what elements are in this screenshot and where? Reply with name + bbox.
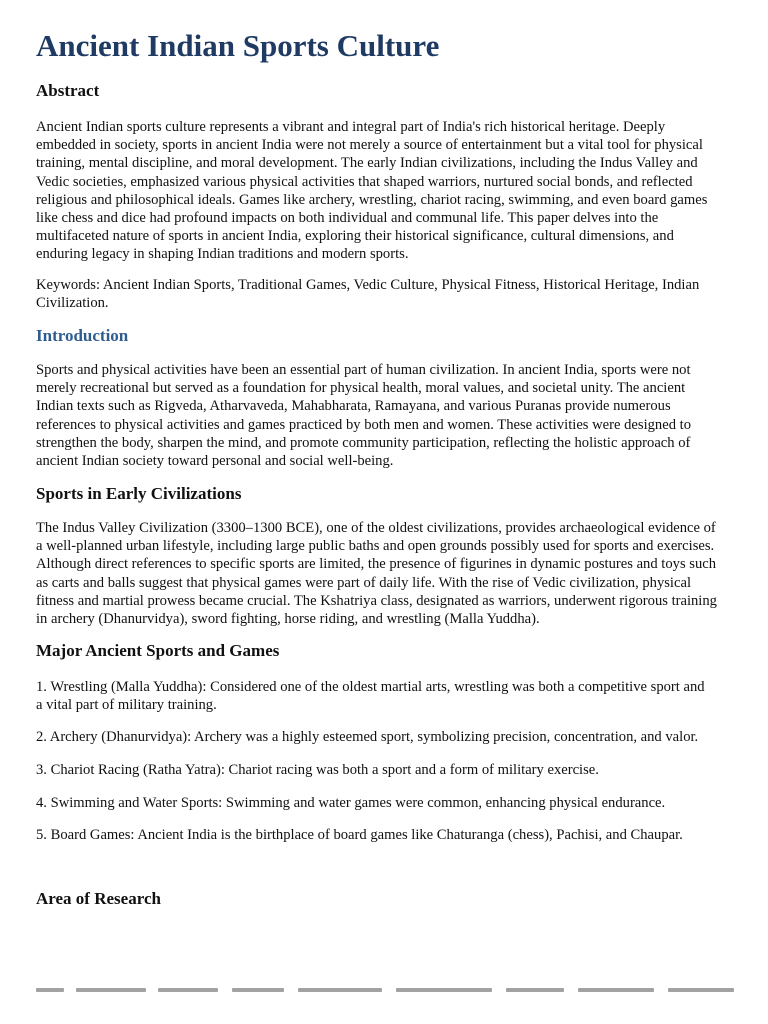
cropped-text-fragment	[668, 988, 734, 992]
cropped-text-fragment	[578, 988, 654, 992]
early-civilizations-line: a well-planned urban lifestyle, including large public baths and open grounds possibly used for sports and exercises.	[36, 538, 715, 555]
introduction-line: Sports and physical activities have been an essential part of human civilization. In ancient India, sports were not	[36, 362, 691, 378]
list-item-wrestling	[36, 678, 734, 714]
early-civilizations-line: The Indus Valley Civilization (3300–1300 BCE), one of the oldest civilizations, provides archaeological evidence of	[36, 520, 716, 536]
list-item-line: 4. Swimming and Water Sports: Swimming and water games were common, enhancing physical endurance.	[36, 795, 666, 811]
abstract-line: religious and philosophical ideals. Games like archery, wrestling, chariot racing, swimming, and even board games	[36, 191, 708, 208]
page-title: Ancient Indian Sports Culture	[36, 28, 440, 63]
cropped-text-fragment	[396, 988, 492, 992]
list-item-board-games	[36, 826, 734, 844]
list-item-swimming	[36, 794, 734, 812]
abstract-heading: Abstract	[36, 81, 100, 100]
cropped-text-fragment	[232, 988, 284, 992]
early-civilizations-line: fitness and martial prowess became crucial. The Kshatriya class, designated as warriors, underwent rigorous training	[36, 592, 717, 609]
abstract-line: Vedic societies, emphasized various physical activities that shaped warriors, nurtured social bonds, and reflected	[36, 173, 693, 190]
abstract-line: like chess and dice had profound impacts on both individual and communal life. This paper delves into the	[36, 210, 659, 227]
introduction-paragraph	[36, 361, 734, 470]
cropped-text-fragment	[36, 988, 64, 992]
abstract-paragraph	[36, 118, 734, 264]
cropped-text-fragment	[76, 988, 146, 992]
introduction-line: merely recreational but served as a foundation for physical health, moral values, and societal unity. The ancient	[36, 380, 686, 397]
cropped-text-fragment	[158, 988, 218, 992]
early-civilizations-heading: Sports in Early Civilizations	[36, 484, 242, 503]
major-sports-heading: Major Ancient Sports and Games	[36, 641, 280, 660]
cropped-text-fragment	[506, 988, 564, 992]
introduction-line: strengthen the body, sharpen the mind, and promote community participation, reflecting the holistic approach of	[36, 434, 691, 451]
keywords-line: Keywords: Ancient Indian Sports, Traditional Games, Vedic Culture, Physical Fitness, Historical Heritage, Indian	[36, 277, 700, 293]
keywords-paragraph	[36, 276, 734, 312]
introduction-line: ancient Indian society toward personal and social well-being.	[36, 453, 394, 470]
list-item-line: 3. Chariot Racing (Ratha Yatra): Chariot racing was both a sport and a form of military exercise.	[36, 762, 599, 778]
list-item-line: 1. Wrestling (Malla Yuddha): Considered one of the oldest martial arts, wrestling was both a competitive sport and	[36, 679, 705, 695]
cropped-text-line	[36, 985, 736, 995]
introduction-line: Indian texts such as Rigveda, Atharvaveda, Mahabharata, Ramayana, and various Puranas provide numerous	[36, 398, 671, 415]
introduction-heading: Introduction	[36, 326, 129, 345]
early-civilizations-paragraph	[36, 519, 734, 628]
introduction-line: references to physical activities and games practiced by both men and women. These activities were designed to	[36, 416, 692, 433]
abstract-line: embedded in society, sports in ancient India were not merely a source of entertainment but a vital tool for physical	[36, 137, 703, 154]
abstract-line: training, mental discipline, and moral development. The early Indian civilizations, including the Indus Valley and	[36, 155, 698, 172]
keywords-line: Civilization.	[36, 295, 109, 312]
list-item-archery	[36, 728, 734, 746]
early-civilizations-line: Although direct references to specific sports are limited, the presence of figurines in dynamic postures and toys such	[36, 556, 717, 573]
list-item-chariot-racing	[36, 761, 734, 779]
area-of-research-heading: Area of Research	[36, 889, 161, 908]
early-civilizations-line: in archery (Dhanurvidya), sword fighting, horse riding, and wrestling (Malla Yuddha).	[36, 611, 540, 628]
list-item-line: 2. Archery (Dhanurvidya): Archery was a highly esteemed sport, symbolizing precision, concentration, and valor.	[36, 729, 699, 745]
early-civilizations-line: as carts and balls suggest that physical games were part of daily life. With the rise of Vedic civilization, physical	[36, 574, 692, 591]
cropped-text-fragment	[298, 988, 382, 992]
abstract-line: Ancient Indian sports culture represents a vibrant and integral part of India's rich historical heritage. Deeply	[36, 119, 666, 135]
abstract-line: enduring legacy in shaping Indian traditions and modern sports.	[36, 246, 409, 263]
list-item-line: a vital part of military training.	[36, 697, 217, 714]
abstract-line: multifaceted nature of sports in ancient India, exploring their historical significance, cultural dimensions, and	[36, 228, 674, 245]
list-item-line: 5. Board Games: Ancient India is the birthplace of board games like Chaturanga (chess), Pachisi, and Chaupar.	[36, 827, 683, 843]
